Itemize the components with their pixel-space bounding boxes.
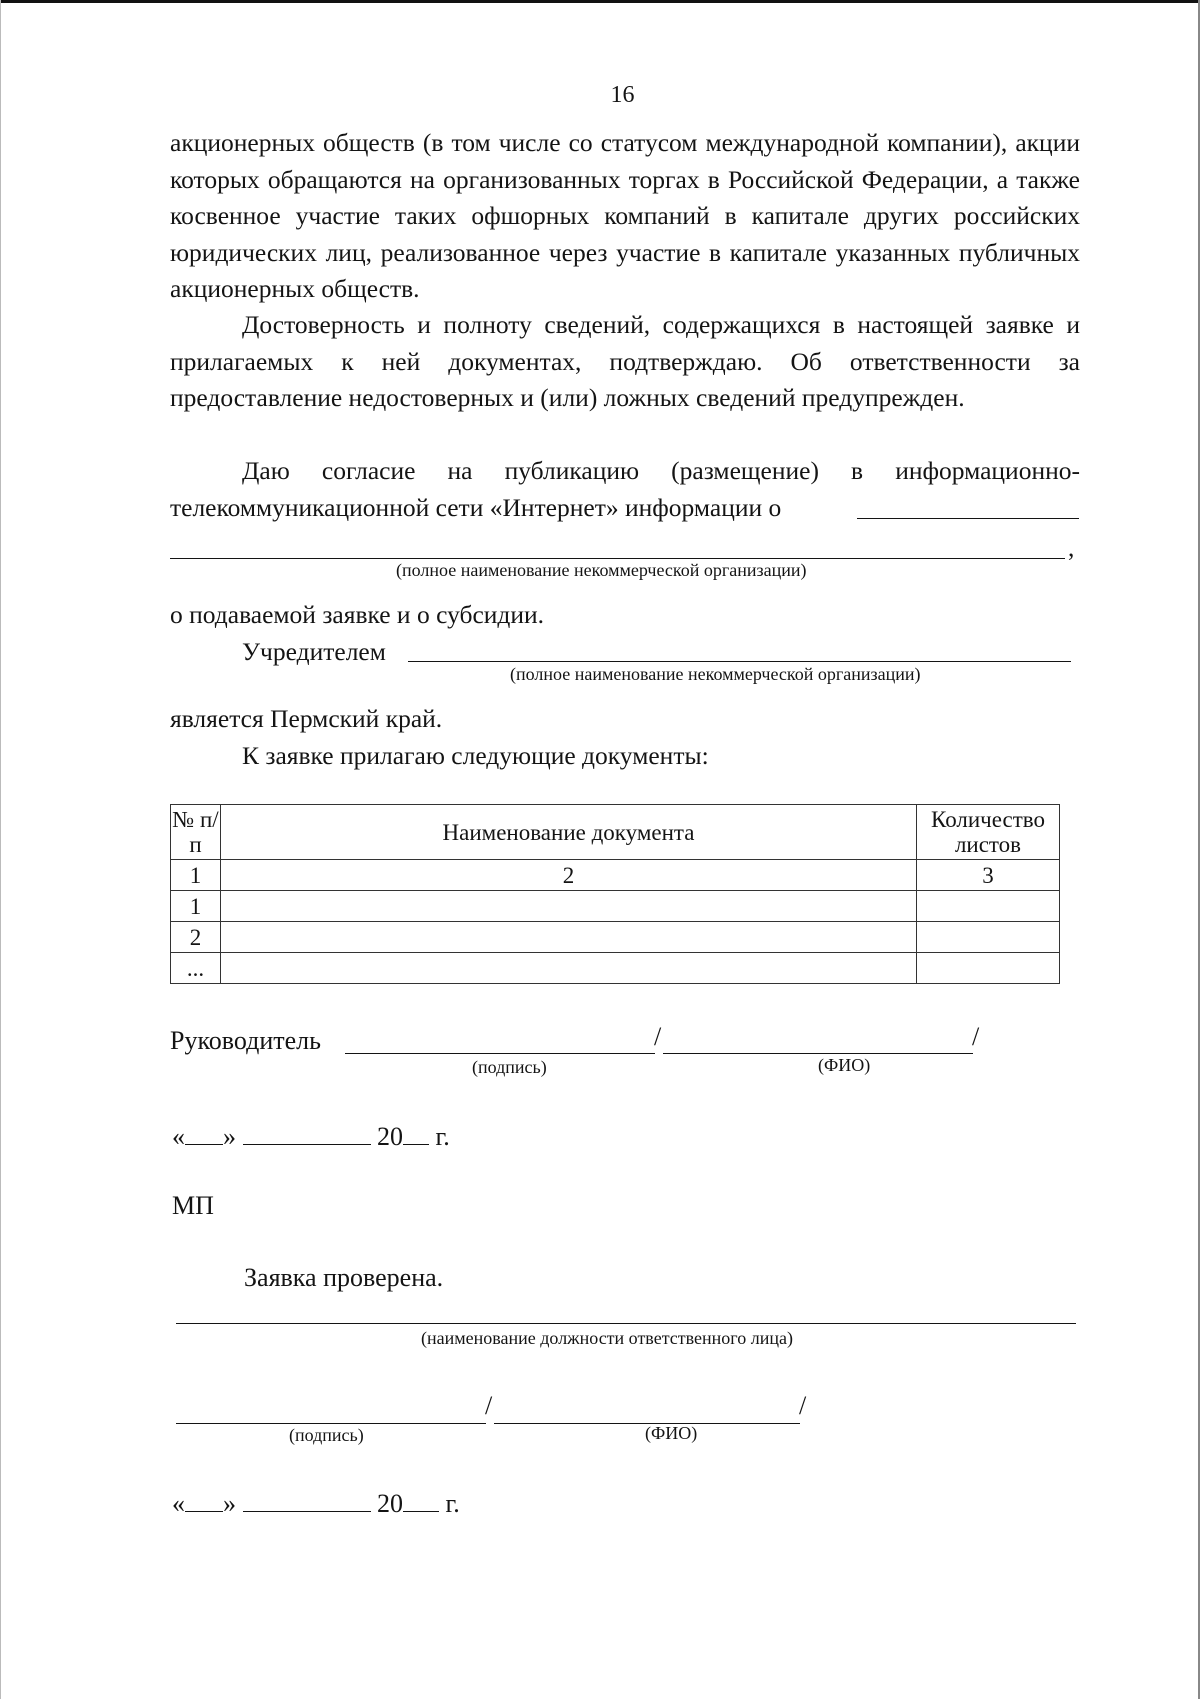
header-sheet-count: Количество листов xyxy=(917,805,1060,860)
year-blank[interactable] xyxy=(403,1120,429,1145)
head-signature-blank[interactable] xyxy=(345,1053,655,1054)
head-label: Руководитель xyxy=(170,1026,321,1055)
table-cell: ... xyxy=(171,953,221,984)
date-close-quote: » xyxy=(223,1489,236,1518)
founder-label: Учредителем xyxy=(242,637,386,666)
verifier-name-caption: (ФИО) xyxy=(645,1423,698,1443)
table-cell[interactable] xyxy=(221,953,917,984)
paragraph-offshore: акционерных обществ (в том числе со статусом международной компании), акции которых обращаются на организованных торгах в Российской Федерации, а также косвенное участие таких офшорных компаний в капитале других российских юридических лиц, реализованное через участие в капитале указанных публичных акционерных обществ. xyxy=(170,128,1080,303)
year-prefix: 20 xyxy=(377,1489,403,1518)
consent-line-1: Даю согласие на публикацию (размещение) в информационно- xyxy=(242,456,1080,485)
consent-comma: , xyxy=(1068,533,1075,562)
consent-line-end: о подаваемой заявке и о субсидии. xyxy=(170,600,545,629)
header-document-name: Наименование документа xyxy=(221,805,917,860)
year-suffix: г. xyxy=(435,1122,450,1151)
header-number: № п/п xyxy=(171,805,221,860)
table-cell: 2 xyxy=(171,922,221,953)
head-slash-2: / xyxy=(972,1022,980,1051)
table-cell[interactable] xyxy=(221,891,917,922)
head-slash-1: / xyxy=(654,1022,662,1051)
verifier-slash-1: / xyxy=(485,1391,493,1420)
position-caption: (наименование должности ответственного лица) xyxy=(421,1328,793,1348)
year-blank[interactable] xyxy=(403,1487,439,1512)
org-name-blank-line[interactable] xyxy=(170,558,1065,559)
scan-frame-left xyxy=(0,0,1,1699)
attachments-table xyxy=(170,804,1060,984)
table-cell: 3 xyxy=(917,860,1060,891)
paragraph-confirmation: Достоверность и полноту сведений, содержащихся в настоящей заявке и прилагаемых к ней документах, подтверждаю. Об ответственности за предоставление недостоверных и (или) ложных сведений предупрежден. xyxy=(170,310,1080,412)
attachments-intro: К заявке прилагаю следующие документы: xyxy=(242,741,709,770)
table-cell: 1 xyxy=(171,891,221,922)
consent-line-2: телекоммуникационной сети «Интернет» информации о xyxy=(170,493,782,522)
table-row xyxy=(171,891,1060,922)
day-blank[interactable] xyxy=(185,1120,223,1145)
table-cell: 1 xyxy=(171,860,221,891)
table-row xyxy=(171,953,1060,984)
date-open-quote: « xyxy=(172,1122,185,1151)
table-cell[interactable] xyxy=(917,891,1060,922)
consent-blank-end xyxy=(857,518,1079,519)
verifier-signature-blank[interactable] xyxy=(176,1423,486,1424)
page-number: 16 xyxy=(610,82,635,108)
founder-end: является Пермский край. xyxy=(170,704,443,733)
table-cell[interactable] xyxy=(221,922,917,953)
day-blank[interactable] xyxy=(185,1487,223,1512)
table-cell[interactable] xyxy=(917,953,1060,984)
year-prefix: 20 xyxy=(377,1122,403,1151)
head-signature-caption: (подпись) xyxy=(472,1057,547,1077)
date-open-quote: « xyxy=(172,1489,185,1518)
org-name-caption: (полное наименование некоммерческой организации) xyxy=(396,560,807,580)
verifier-signature-caption: (подпись) xyxy=(289,1425,364,1445)
year-suffix: г. xyxy=(445,1489,460,1518)
table-header-row xyxy=(171,805,1060,860)
position-blank-line[interactable] xyxy=(176,1323,1076,1324)
founder-blank-line[interactable] xyxy=(408,661,1071,662)
verification-label: Заявка проверена. xyxy=(244,1263,444,1292)
stamp-place: МП xyxy=(172,1191,214,1220)
founder-caption: (полное наименование некоммерческой организации) xyxy=(510,664,921,684)
month-blank[interactable] xyxy=(243,1120,371,1145)
verifier-slash-2: / xyxy=(799,1391,807,1420)
month-blank[interactable] xyxy=(243,1487,371,1512)
head-name-blank[interactable] xyxy=(663,1053,973,1054)
head-name-caption: (ФИО) xyxy=(818,1055,871,1075)
table-row xyxy=(171,860,1060,891)
table-cell: 2 xyxy=(221,860,917,891)
table-row xyxy=(171,922,1060,953)
head-date xyxy=(172,1120,450,1152)
scan-frame-top xyxy=(0,0,1200,3)
date-close-quote: » xyxy=(223,1122,236,1151)
table-cell[interactable] xyxy=(917,922,1060,953)
verifier-date xyxy=(172,1487,460,1519)
